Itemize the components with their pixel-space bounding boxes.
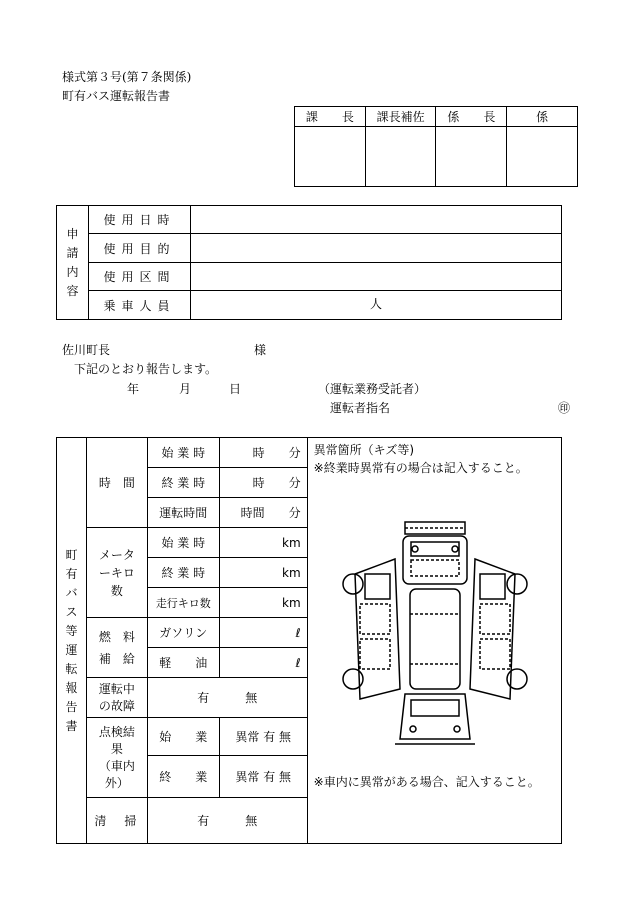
cleaning-label: 清 掃: [86, 798, 147, 844]
inspection-end-label: 終 業: [147, 756, 219, 798]
date-month-label: 月: [179, 382, 192, 396]
meter-end-field[interactable]: km: [219, 558, 307, 588]
approval-col-assistant-chief: 課長補佐: [365, 107, 436, 127]
usage-datetime-label: 使用日時: [89, 206, 191, 234]
passenger-unit: 人: [369, 297, 382, 311]
time-start-field[interactable]: 時 分: [219, 438, 307, 468]
distance-field[interactable]: km: [219, 588, 307, 618]
gasoline-label: ガソリン: [147, 618, 219, 648]
damage-note-end-of-work: ※終業時異常有の場合は記入すること。: [313, 461, 528, 475]
driver-name-label: 運転者指名: [330, 401, 391, 415]
fuel-section-label: 燃 料 補 給: [86, 618, 147, 678]
contractor-label: （運転業務受託者）: [318, 382, 427, 396]
passenger-count-field[interactable]: [191, 291, 562, 320]
approval-stamp-box[interactable]: [295, 127, 366, 187]
driving-time-label: 運転時間: [147, 498, 219, 528]
approval-col-staff: 係: [507, 107, 578, 127]
driving-time-field[interactable]: 時間 分: [219, 498, 307, 528]
meter-end-label: 終 業 時: [147, 558, 219, 588]
vehicle-damage-diagram[interactable]: [335, 514, 535, 754]
damage-title: 異常箇所（キズ等): [313, 443, 415, 457]
cleaning-field[interactable]: 有 無: [147, 798, 307, 844]
diesel-label: 軽 油: [147, 648, 219, 678]
distance-label: 走行キロ数: [147, 588, 219, 618]
report-statement: 下記のとおり報告します。: [74, 362, 218, 376]
diesel-field[interactable]: ℓ: [219, 648, 307, 678]
approval-table: [294, 106, 578, 187]
gasoline-field[interactable]: ℓ: [219, 618, 307, 648]
inspection-label: 点検結 果 （車内 外）: [86, 718, 147, 798]
time-section-label: 時 間: [86, 438, 147, 528]
time-start-label: 始 業 時: [147, 438, 219, 468]
approval-stamp-box[interactable]: [365, 127, 436, 187]
addressee-honorific: 様: [254, 343, 267, 357]
report-table: [56, 437, 562, 844]
damage-note-interior: ※車内に異常がある場合、記入すること。: [313, 775, 540, 789]
date-year-label: 年: [127, 382, 140, 396]
failure-label: 運転中 の故障: [86, 678, 147, 718]
meter-start-label: 始 業 時: [147, 528, 219, 558]
usage-route-field[interactable]: [191, 263, 562, 291]
inspection-start-field[interactable]: 異常 有 無: [219, 718, 307, 756]
date-day-label: 日: [229, 382, 242, 396]
meter-start-field[interactable]: km: [219, 528, 307, 558]
usage-route-label: 使用区間: [89, 263, 191, 291]
time-end-label: 終 業 時: [147, 468, 219, 498]
inspection-start-label: 始 業: [147, 718, 219, 756]
usage-purpose-field[interactable]: [191, 234, 562, 263]
form-number: 様式第３号(第７条関係): [62, 70, 192, 84]
addressee-name: 佐川町長: [62, 343, 111, 357]
damage-section[interactable]: [307, 438, 561, 844]
application-table: [56, 205, 562, 320]
usage-purpose-label: 使用目的: [89, 234, 191, 263]
meter-section-label: メータ ーキロ 数: [86, 528, 147, 618]
approval-col-section-chief: 課 長: [295, 107, 366, 127]
application-side-label: 申 請 内 容: [57, 206, 89, 320]
usage-datetime-field[interactable]: [191, 206, 562, 234]
time-end-field[interactable]: 時 分: [219, 468, 307, 498]
report-side-label: 町 有 バ ス 等 運 転 報 告 書: [57, 438, 87, 844]
approval-stamp-box[interactable]: [507, 127, 578, 187]
approval-stamp-box[interactable]: [436, 127, 507, 187]
seal-mark: ㊞: [558, 401, 571, 415]
document-title: 町有バス運転報告書: [62, 89, 171, 103]
passenger-count-label: 乗車人員: [89, 291, 191, 320]
inspection-end-field[interactable]: 異常 有 無: [219, 756, 307, 798]
approval-col-subsection-chief: 係 長: [436, 107, 507, 127]
failure-field[interactable]: 有 無: [147, 678, 307, 718]
